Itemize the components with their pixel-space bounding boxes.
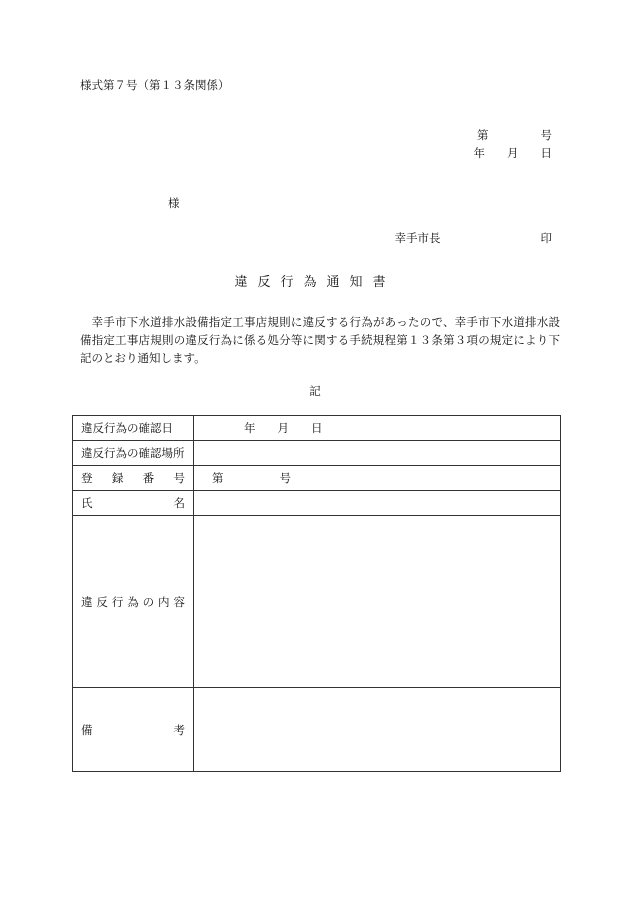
row-confirm-place bbox=[73, 441, 561, 466]
confirm-date-month: 月 bbox=[277, 421, 289, 435]
issuer-name: 幸手市長 bbox=[394, 231, 441, 245]
issue-date-line bbox=[474, 145, 553, 161]
confirm-date-value[interactable] bbox=[194, 416, 561, 441]
issue-date-month: 月 bbox=[507, 146, 519, 160]
confirm-place-label: 違反行為の確認場所 bbox=[73, 441, 194, 466]
row-registration-number bbox=[73, 466, 561, 491]
registration-number-prefix: 第 bbox=[212, 471, 224, 485]
confirm-date-year: 年 bbox=[244, 421, 256, 435]
document-number-line bbox=[477, 127, 552, 143]
registration-number-label: 登 録 番 号 bbox=[73, 466, 194, 491]
document-number-prefix: 第 bbox=[477, 128, 489, 142]
ki-marker: 記 bbox=[309, 384, 321, 398]
issue-date-year: 年 bbox=[473, 146, 485, 160]
addressee-honorific: 様 bbox=[168, 196, 180, 210]
remarks-value[interactable] bbox=[194, 688, 561, 772]
row-violation-content bbox=[73, 516, 561, 688]
form-number: 様式第７号（第１３条関係） bbox=[80, 78, 230, 92]
remarks-label: 備 考 bbox=[73, 688, 194, 772]
confirm-date-label: 違反行為の確認日 bbox=[73, 416, 194, 441]
violation-record-table bbox=[72, 415, 561, 772]
confirm-place-value[interactable] bbox=[194, 441, 561, 466]
row-remarks bbox=[73, 688, 561, 772]
violation-content-value[interactable] bbox=[194, 516, 561, 688]
name-label: 氏 名 bbox=[73, 491, 194, 516]
issue-date-day: 日 bbox=[540, 146, 552, 160]
notice-body-text: 幸手市下水道排水設備指定工事店規則に違反する行為があったので、幸手市下水道排水設備指定工事店規則の違反行為に係る処分等に関する手続規程第１３条第３項の規定により下記のとおり通知します。 bbox=[80, 315, 560, 365]
registration-number-value[interactable] bbox=[194, 466, 561, 491]
document-number-suffix: 号 bbox=[540, 128, 552, 142]
row-confirm-date bbox=[73, 416, 561, 441]
row-name bbox=[73, 491, 561, 516]
document-title: 違反行為通知書 bbox=[234, 275, 396, 290]
registration-number-suffix: 号 bbox=[279, 471, 291, 485]
confirm-date-day: 日 bbox=[311, 421, 323, 435]
name-value[interactable] bbox=[194, 491, 561, 516]
issuer-seal: 印 bbox=[540, 231, 552, 245]
issuer-line bbox=[395, 230, 553, 246]
violation-content-label: 違 反 行 為 の 内 容 bbox=[73, 516, 194, 688]
